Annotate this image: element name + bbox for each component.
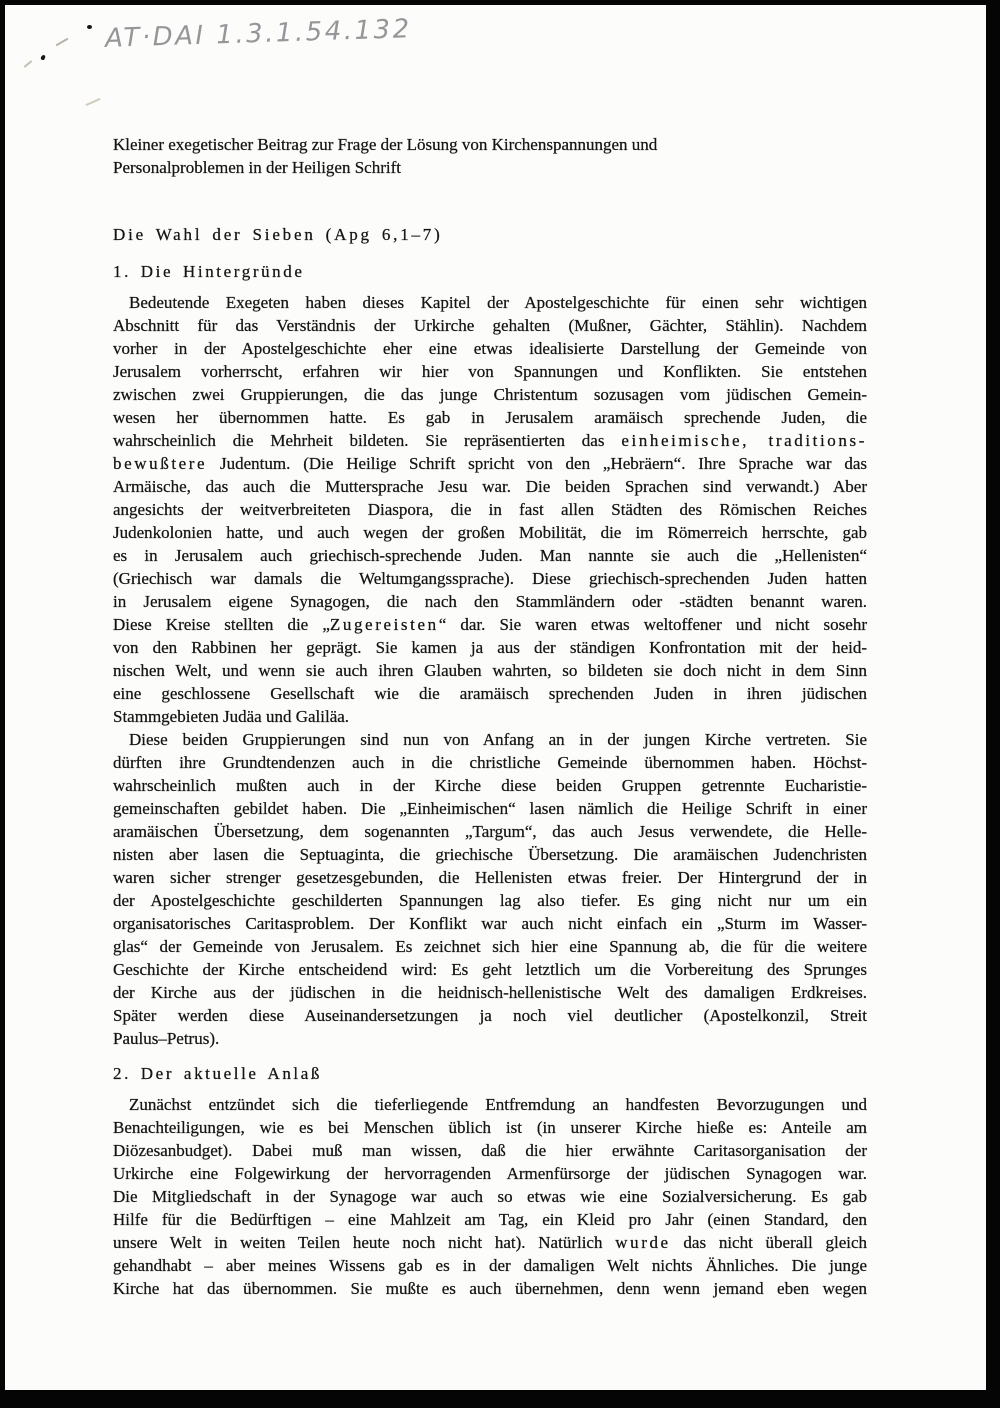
text-line: Später werden diese Auseinandersetzungen ja noch viel deutlicher (Apostelkonzil, Streit	[113, 1006, 867, 1025]
text-line: Paulus–Petrus).	[113, 1029, 220, 1048]
text-line: dürften ihre Grundtendenzen auch in die christliche Gemeinde übernommen haben. Höchst-	[113, 753, 867, 772]
pencil-mark	[85, 98, 100, 106]
text-line: Bedeutende Exegeten haben dieses Kapitel der Apostelgeschichte für einen sehr wichtigen	[129, 293, 867, 312]
section-heading: 1. Die Hintergründe	[113, 262, 305, 281]
letterspaced-text: Zugereisten	[329, 615, 439, 634]
text-line: Diese beiden Gruppierungen sind nun von Anfang an in der jungen Kirche vertreten. Sie	[129, 730, 867, 749]
text-line: glas“ der Gemeinde von Jerusalem. Es zeichnet sich hier eine Spannung ab, die für die weitere	[113, 937, 867, 956]
letterspaced-text: bewußtere	[113, 454, 208, 473]
text-line: in Jerusalem eigene Synagogen, die nach den Stammländern oder -städten benannt waren.	[113, 592, 867, 611]
text-line: Judenkolonien hatte, und auch wegen der großen Mobilität, die im Römerreich herrschte, gab	[113, 523, 867, 542]
document-subtitle: Die Wahl der Sieben (Apg 6,1–7)	[113, 225, 443, 244]
text-line: nischen Welt, und wenn sie auch ihren Glauben wahrten, so bildeten sie doch nicht in dem Sinn	[113, 661, 867, 680]
text-line: zwischen zwei Gruppierungen, die das junge Christentum sozusagen vom jüdischen Gemein-	[113, 385, 867, 404]
document-text	[113, 133, 867, 1300]
text-line: bewußtere Judentum. (Die Heilige Schrift spricht von den „Hebräern“. Ihre Sprache war das	[113, 454, 867, 473]
section-heading: 2. Der aktuelle Anlaß	[113, 1064, 322, 1083]
text-line: Armäische, das auch die Muttersprache Jesu war. Die beiden Sprachen sind verwandt.) Aber	[113, 477, 867, 496]
text-line: Diese Kreise stellten die „Zugereisten“ dar. Sie waren etwas weltoffener und nicht sosehr	[113, 615, 867, 634]
text-line: Die Mitgliedschaft in der Synagoge war auch so etwas wie eine Sozialversicherung. Es gab	[113, 1187, 867, 1206]
pencil-mark	[24, 60, 33, 68]
text-line: gehandhabt – aber meines Wissens gab es in der damaligen Welt nichts Ähnliches. Die junge	[113, 1256, 867, 1275]
text-line: Hilfe für die Bedürftigen – eine Mahlzeit am Tag, ein Kleid pro Jahr (einen Standard, den	[113, 1210, 867, 1229]
text-line: (Griechisch war damals die Weltumgangssprache). Diese griechisch-sprechenden Juden hatten	[113, 569, 867, 588]
text-line: Diözesanbudget). Dabei muß man wissen, daß die hier erwähnte Caritasorganisation der	[113, 1141, 867, 1160]
text-line: angesichts der weitverbreiteten Diaspora, die in fast allen Städten des Römischen Reiches	[113, 500, 867, 519]
text-line: Jerusalem vorherrscht, erfahren wir hier von Spannungen und Konflikten. Sie entstehen	[113, 362, 867, 381]
text-line: waren sicher strenger gesetzesgebunden, die Hellenisten etwas freier. Der Hintergrund der in	[113, 868, 867, 887]
scanned-page	[5, 5, 986, 1390]
document-sections	[113, 260, 867, 1300]
text-line: wesen her übernommen hatte. Es gab in Jerusalem aramäisch sprechende Juden, die	[113, 408, 867, 427]
text-line: Zunächst entzündet sich die tieferliegende Entfremdung an handfesten Bevorzugungen und	[129, 1095, 867, 1114]
letterspaced-text: wurde	[615, 1233, 671, 1252]
text-line: Benachteiligungen, wie es bei Menschen üblich ist (in unserer Kirche hieße es: Anteile am	[113, 1118, 867, 1137]
text-line: Urkirche eine Folgewirkung der hervorragenden Armenfürsorge der jüdischen Synagogen war.	[113, 1164, 867, 1183]
text-line: Kirche hat das übernommen. Sie mußte es auch übernehmen, denn wenn jemand eben wegen	[113, 1279, 867, 1298]
paragraph	[113, 728, 867, 1050]
text-line: vorher in der Apostelgeschichte eher eine etwas idealisierte Darstellung der Gemeinde von	[113, 339, 867, 358]
text-line: es in Jerusalem auch griechisch-sprechende Juden. Man nannte sie auch die „Hellenisten“	[113, 546, 867, 565]
title-line-1: Kleiner exegetischer Beitrag zur Frage der Lösung von Kirchenspannungen und	[113, 135, 658, 154]
text-line: unsere Welt in weiten Teilen heute noch nicht hat). Natürlich wurde das nicht überall gleich	[113, 1233, 868, 1252]
handwritten-archive-reference: AT·DAI 1.3.1.54.132	[104, 14, 413, 54]
letterspaced-text: einheimische, traditions-	[621, 431, 867, 450]
text-line: gemeinschaften gebildet haben. Die „Einheimischen“ lasen nämlich die Heilige Schrift in einer	[113, 799, 867, 818]
text-line: organisatorisches Caritasproblem. Der Konflikt war auch nicht einfach ein „Sturm im Wasser-	[113, 914, 867, 933]
text-line: der Apostelgeschichte geschilderten Spannungen lag also tiefer. Es ging nicht nur um ein	[113, 891, 867, 910]
paragraph	[113, 291, 867, 728]
scan-speck	[87, 25, 92, 29]
text-line: der Kirche aus der jüdischen in die heidnisch-hellenistische Welt des damaligen Erdkreises.	[113, 983, 867, 1002]
text-line: eine geschlossene Gesellschaft wie die aramäisch sprechenden Juden in ihren jüdischen	[113, 684, 867, 703]
scan-speck	[40, 55, 45, 61]
document-title	[113, 133, 867, 179]
title-line-2: Personalproblemen in der Heiligen Schrift	[113, 158, 401, 177]
text-line: Stammgebieten Judäa und Galiläa.	[113, 707, 350, 726]
text-line: Geschichte der Kirche entscheidend wird: Es geht letztlich um die Vorbereitung des Sprunges	[113, 960, 867, 979]
text-line: wahrscheinlich die Mehrheit bildeten. Sie repräsentierten das einheimische, traditions-	[113, 431, 867, 450]
pencil-mark	[55, 38, 68, 47]
text-line: von den Rabbinen her geprägt. Sie kamen ja aus der ständigen Konfrontation mit der heid-	[113, 638, 867, 657]
text-line: aramäischen Übersetzung, dem sogenannten „Targum“, das auch Jesus verwendete, die Helle-	[113, 822, 867, 841]
text-line: wahrscheinlich mußten auch in der Kirche diese beiden Gruppen getrennte Eucharistie-	[113, 776, 867, 795]
paragraph	[113, 1093, 867, 1300]
text-line: Abschnitt für das Verständnis der Urkirche gehalten (Mußner, Gächter, Stählin). Nachdem	[113, 316, 867, 335]
text-line: nisten aber lasen die Septuaginta, die griechische Übersetzung. Die aramäischen Judenchristen	[113, 845, 867, 864]
